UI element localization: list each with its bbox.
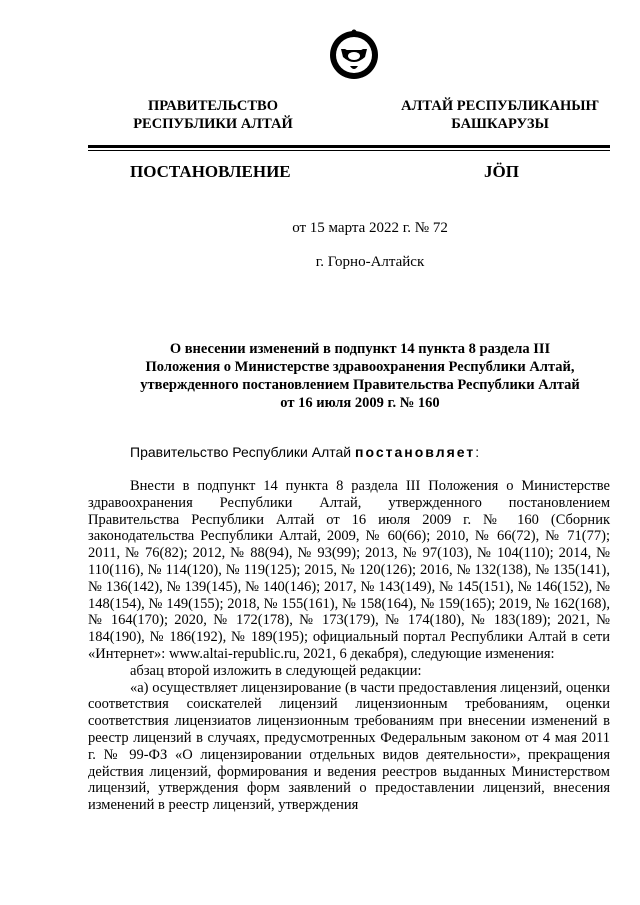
title-line: утвержденного постановлением Правительства Республики Алтай: [140, 377, 580, 393]
document-city: г. Горно-Алтайск: [315, 254, 425, 270]
document-title: [112, 340, 608, 412]
title-line: от 16 июля 2009 г. № 160: [280, 395, 440, 411]
document-body: [88, 478, 610, 814]
header-left: [118, 97, 308, 133]
intro-text: Правительство Республики Алтай: [130, 444, 356, 460]
header-divider-thin: [88, 150, 610, 151]
document-date: от 15 марта 2022 г. № 72: [292, 220, 448, 236]
intro-emphasis: постановляет: [355, 444, 476, 460]
header-right-line2: БАШКАРУЗЫ: [451, 116, 549, 132]
coat-of-arms-emblem-icon: [328, 26, 380, 84]
header-divider-thick: [88, 145, 610, 148]
title-line: О внесении изменений в подпункт 14 пункта 8 раздела III: [169, 341, 551, 357]
doc-type-left: ПОСТАНОВЛЕНИЕ: [130, 162, 291, 181]
title-line: Положения о Министерстве здравоохранения Республики Алтай,: [145, 359, 575, 375]
doc-type-right: JӦП: [484, 162, 519, 181]
body-paragraph: Внести в подпункт 14 пункта 8 раздела III Положения о Министерстве здравоохранения Республики Алтай, утвержденного постановлением Правительства Республики Алтай от 16 июля 2009 г. № 160 (Сборник законодательства Республики Алтай, 2009, № 60(66); 2010, № 66(72), № 71(77); 2011, № 76(82); 2012, № 88(94), № 93(99); 2013, № 97(103), № 104(110); 2014, № 110(116), № 114(120), № 119(125); 2015, № 120(126); 2016, № 132(138), № 135(141), № 136(142), № 139(145), № 140(146); 2017, № 143(149), № 145(151), № 146(152), № 148(154), № 149(155); 2018, № 155(161), № 158(164), № 159(165); 2019, № 162(168), № 164(170); 2020, № 172(178), № 173(179), № 174(180), № 183(189); 2021, № 184(190), № 186(192), № 189(195); официальный портал Республики Алтай в сети «Интернет»: www.altai-republic.ru, 2021, 6 декабря), следующие изменения:: [88, 478, 610, 662]
intro-suffix: :: [475, 444, 480, 460]
body-paragraph: абзац второй изложить в следующей редакции:: [130, 662, 422, 679]
header-left-line2: РЕСПУБЛИКИ АЛТАЙ: [133, 116, 293, 132]
header-right: [394, 97, 606, 133]
header-left-line1: ПРАВИТЕЛЬСТВО: [148, 98, 278, 114]
header-right-line1: АЛТАЙ РЕСПУБЛИКАНЫҤ: [401, 98, 599, 114]
body-paragraph: «а) осуществляет лицензирование (в части предоставления лицензий, оценки соответствия соискателей лицензий лицензионным требованиям, оценки соответствия лицензиатов лицензионным требованиям при внесении изменений в реестр лицензий в случаях, предусмотренных Федеральным законом от 4 мая 2011 г. № 99-ФЗ «О лицензировании отдельных видов деятельности», прекращения действия лицензий, формирования и ведения реестров выданных Министерством лицензий, утверждения форм заявлений о предоставлении лицензий, внесения изменений в реестр лицензий, утверждения: [88, 679, 610, 814]
resolution-intro: [130, 444, 479, 460]
